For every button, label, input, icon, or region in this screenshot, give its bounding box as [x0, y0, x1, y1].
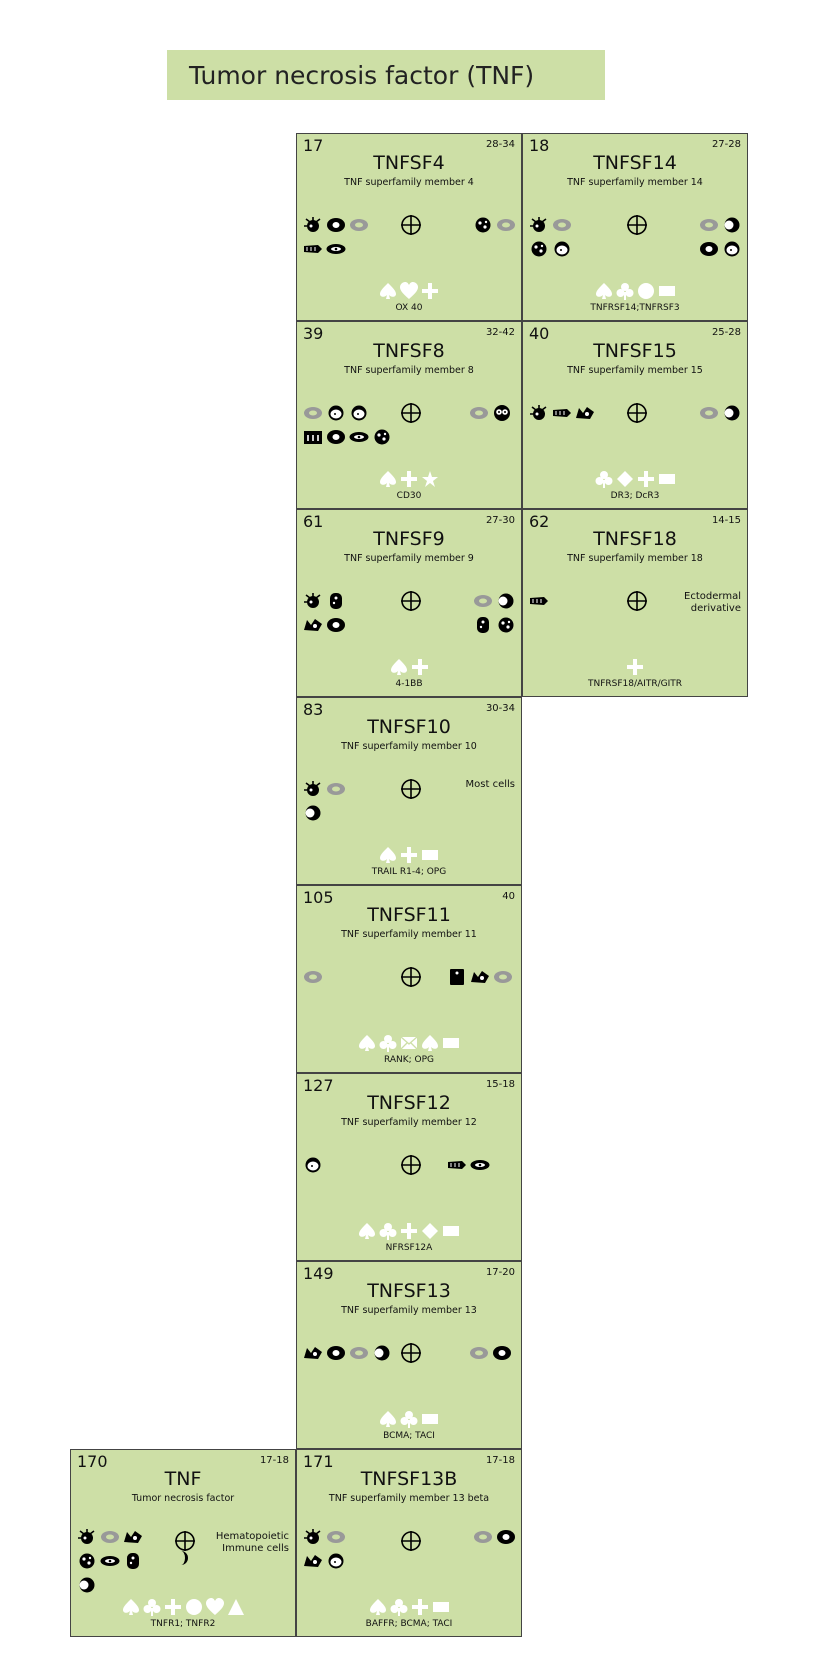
cell-type-icons	[303, 1529, 346, 1545]
gene-tile	[296, 1261, 522, 1449]
gray-cell-icon	[326, 781, 346, 797]
speckle-cell-icon	[372, 429, 392, 445]
rect-icon	[421, 846, 439, 864]
cell-type-icons	[303, 805, 323, 821]
gene-symbol: TNFSF18	[593, 528, 677, 550]
tile-size-range: 30-34	[485, 703, 515, 714]
cell-type-icons	[699, 241, 742, 257]
halfdark-cell-icon	[496, 593, 516, 609]
cell-type-icons	[303, 241, 346, 257]
gene-symbol: TNFSF9	[373, 528, 445, 550]
cell-type-icons	[529, 217, 572, 233]
blob-cell-icon	[326, 405, 346, 421]
gene-tile	[522, 509, 748, 697]
gene-symbol: TNFSF12	[367, 1092, 451, 1114]
expression-note: Most cells	[465, 779, 515, 790]
cell-type-icons	[303, 429, 392, 445]
crosshair-icon	[400, 1342, 422, 1364]
gene-symbol: TNFSF4	[373, 152, 445, 174]
spade-icon	[379, 282, 397, 300]
gray-cell-icon	[699, 217, 719, 233]
dark-cell-icon	[496, 1529, 516, 1545]
wing-cell-icon	[303, 1345, 323, 1361]
gene-tile	[522, 133, 748, 321]
cell-type-icons	[303, 217, 369, 233]
gene-full-name: TNF superfamily member 13	[341, 1305, 477, 1316]
receptor-names: TNFRSF18/AITR/GITR	[587, 679, 682, 689]
crosshair-icon	[400, 1530, 422, 1552]
cell-type-icons	[303, 593, 346, 609]
cell-type-icons	[469, 405, 512, 421]
gene-full-name: TNF superfamily member 10	[341, 741, 477, 752]
tile-size-range: 17-18	[259, 1455, 289, 1466]
wing-cell-icon	[303, 617, 323, 633]
rect-icon	[421, 1410, 439, 1428]
receptor-names: NFRSF12A	[385, 1243, 433, 1253]
club-icon	[390, 1598, 408, 1616]
cell-type-icons	[171, 1550, 191, 1566]
tall-cell-icon	[473, 617, 493, 633]
gene-tile	[296, 133, 522, 321]
cell-type-icons	[447, 1157, 490, 1173]
gray-cell-icon	[496, 217, 516, 233]
receptor-names: TRAIL R1-4; OPG	[371, 867, 447, 877]
heart-icon	[206, 1598, 224, 1616]
wing-cell-icon	[303, 1553, 323, 1569]
wing-cell-icon	[575, 405, 595, 421]
receptor-names: OX 40	[395, 303, 423, 313]
cell-type-icons	[473, 1529, 516, 1545]
blob-cell-icon	[722, 241, 742, 257]
spade-icon	[369, 1598, 387, 1616]
crosshair-icon	[400, 1154, 422, 1176]
crescent-cell-icon	[171, 1550, 191, 1566]
gene-symbol: TNFSF14	[593, 152, 677, 174]
diamond-icon	[616, 470, 634, 488]
cell-type-icons	[77, 1577, 97, 1593]
gene-tile	[296, 885, 522, 1073]
gene-full-name: TNF superfamily member 4	[344, 177, 474, 188]
triangle-icon	[227, 1598, 245, 1616]
tall-cell-icon	[123, 1553, 143, 1569]
blob-cell-icon	[326, 1553, 346, 1569]
crosshair-icon	[400, 966, 422, 988]
page-title: Tumor necrosis factor (TNF)	[167, 50, 605, 100]
receptor-icons	[71, 1598, 295, 1616]
spade-icon	[390, 658, 408, 676]
tile-size-range: 17-20	[485, 1267, 515, 1278]
crosshair-icon	[400, 778, 422, 800]
cell-type-icons	[303, 617, 346, 633]
gray-cell-icon	[473, 593, 493, 609]
tile-size-range: 17-18	[485, 1455, 515, 1466]
receptor-names: RANK; OPG	[383, 1055, 435, 1065]
crosshair-icon	[174, 1530, 196, 1552]
crosshair-icon	[626, 590, 648, 612]
cell-type-icons	[303, 969, 323, 985]
cell-type-icons	[303, 1553, 346, 1569]
gene-tile	[70, 1449, 296, 1637]
gene-full-name: Tumor necrosis factor	[131, 1493, 235, 1504]
expression-note: Ectodermal derivative	[684, 591, 741, 614]
tile-size-range: 40	[502, 891, 515, 902]
cell-type-icons	[77, 1553, 143, 1569]
gray-cell-icon	[326, 1529, 346, 1545]
spiky-cell-icon	[529, 217, 549, 233]
gray-cell-icon	[469, 1345, 489, 1361]
owl-cell-icon	[492, 405, 512, 421]
spade-icon	[421, 1034, 439, 1052]
spiky-cell-icon	[303, 781, 323, 797]
cross-icon	[164, 1598, 182, 1616]
tile-size-range: 32-42	[485, 327, 515, 338]
worm-cell-icon	[529, 593, 549, 609]
gray-cell-icon	[469, 405, 489, 421]
spade-icon	[379, 846, 397, 864]
speckle-cell-icon	[496, 617, 516, 633]
cell-type-icons	[77, 1529, 143, 1545]
heart-icon	[400, 282, 418, 300]
wing-cell-icon	[123, 1529, 143, 1545]
gene-full-name: TNF superfamily member 14	[567, 177, 703, 188]
gene-tile	[296, 697, 522, 885]
cell-type-icons	[303, 1157, 323, 1173]
dark-cell-icon	[699, 241, 719, 257]
circle-icon	[185, 1598, 203, 1616]
tile-size-range: 25-28	[711, 327, 741, 338]
spade-icon	[122, 1598, 140, 1616]
receptor-icons	[297, 658, 521, 676]
rect-icon	[442, 1222, 460, 1240]
halfdark-cell-icon	[372, 1345, 392, 1361]
receptor-icons	[297, 1598, 521, 1616]
tile-number: 40	[529, 324, 550, 343]
gray-cell-icon	[349, 1345, 369, 1361]
receptor-icons	[297, 846, 521, 864]
crosshair-icon	[626, 214, 648, 236]
receptor-names: BCMA; TACI	[383, 1431, 435, 1441]
gene-full-name: TNF superfamily member 18	[567, 553, 703, 564]
cell-type-icons	[303, 1345, 392, 1361]
cross-icon	[626, 658, 644, 676]
box-cell-icon	[447, 969, 467, 985]
tile-number: 171	[303, 1452, 334, 1471]
cell-type-icons	[473, 617, 516, 633]
spade-icon	[379, 1410, 397, 1428]
cell-type-icons	[529, 593, 549, 609]
spade-icon	[379, 470, 397, 488]
circle-icon	[637, 282, 655, 300]
spiky-cell-icon	[303, 217, 323, 233]
receptor-names: DR3; DcR3	[610, 491, 660, 501]
gene-tile	[296, 1073, 522, 1261]
dark-cell-icon	[326, 617, 346, 633]
cell-type-icons	[303, 405, 369, 421]
gene-symbol: TNFSF13B	[360, 1468, 458, 1490]
cell-type-icons	[529, 241, 572, 257]
diamond-icon	[421, 1222, 439, 1240]
eye-cell-icon	[100, 1553, 120, 1569]
club-icon	[379, 1034, 397, 1052]
club-icon	[379, 1222, 397, 1240]
gene-full-name: TNF superfamily member 11	[341, 929, 477, 940]
tile-number: 17	[303, 136, 324, 155]
gray-cell-icon	[473, 1529, 493, 1545]
worm-cell-icon	[552, 405, 572, 421]
cell-type-icons	[303, 781, 346, 797]
receptor-names: TNFRSF14;TNFRSF3	[590, 303, 680, 313]
spade-icon	[358, 1034, 376, 1052]
gene-tile	[296, 1449, 522, 1637]
cell-type-icons	[699, 217, 742, 233]
rect-icon	[432, 1598, 450, 1616]
tile-size-range: 28-34	[485, 139, 515, 150]
rect-icon	[658, 470, 676, 488]
worm-cell-icon	[447, 1157, 467, 1173]
crosshair-icon	[400, 590, 422, 612]
gene-full-name: TNF superfamily member 9	[344, 553, 474, 564]
cross-icon	[411, 658, 429, 676]
speckle-cell-icon	[529, 241, 549, 257]
halfdark-cell-icon	[722, 217, 742, 233]
club-icon	[143, 1598, 161, 1616]
tile-number: 127	[303, 1076, 334, 1095]
spiky-cell-icon	[303, 593, 323, 609]
halfdark-cell-icon	[303, 805, 323, 821]
blob-cell-icon	[552, 241, 572, 257]
tile-size-range: 27-30	[485, 515, 515, 526]
tile-number: 149	[303, 1264, 334, 1283]
receptor-icons	[297, 1410, 521, 1428]
speckle-cell-icon	[77, 1553, 97, 1569]
expression-note: Hematopoietic Immune cells	[215, 1531, 289, 1554]
dark-cell-icon	[326, 217, 346, 233]
gene-tile	[296, 509, 522, 697]
dark-cell-icon	[492, 1345, 512, 1361]
spade-icon	[358, 1222, 376, 1240]
tile-size-range: 14-15	[711, 515, 741, 526]
cell-type-icons	[469, 1345, 512, 1361]
receptor-names: TNFR1; TNFR2	[150, 1619, 216, 1629]
gray-cell-icon	[552, 217, 572, 233]
gray-cell-icon	[303, 969, 323, 985]
gene-tile	[296, 321, 522, 509]
gene-symbol: TNFSF11	[367, 904, 451, 926]
tile-size-range: 15-18	[485, 1079, 515, 1090]
wing-cell-icon	[470, 969, 490, 985]
rect-icon	[658, 282, 676, 300]
gene-symbol: TNFSF8	[373, 340, 445, 362]
envelope-icon	[400, 1034, 418, 1052]
tall-cell-icon	[326, 593, 346, 609]
receptor-icons	[297, 470, 521, 488]
gene-symbol: TNFSF15	[593, 340, 677, 362]
spiky-cell-icon	[529, 405, 549, 421]
halfdark-cell-icon	[722, 405, 742, 421]
gene-full-name: TNF superfamily member 8	[344, 365, 474, 376]
tile-number: 18	[529, 136, 550, 155]
dark-cell-icon	[326, 1345, 346, 1361]
cell-type-icons	[699, 405, 742, 421]
spiky-cell-icon	[303, 1529, 323, 1545]
cross-icon	[400, 470, 418, 488]
worm-cell-icon	[303, 241, 323, 257]
eye-cell-icon	[326, 241, 346, 257]
receptor-icons	[523, 658, 747, 676]
gray-cell-icon	[493, 969, 513, 985]
gray-cell-icon	[303, 405, 323, 421]
cross-icon	[400, 1222, 418, 1240]
receptor-icons	[523, 282, 747, 300]
blob-cell-icon	[303, 1157, 323, 1173]
crosshair-icon	[400, 214, 422, 236]
block-cell-icon	[303, 429, 323, 445]
gene-full-name: TNF superfamily member 15	[567, 365, 703, 376]
club-icon	[616, 282, 634, 300]
tile-number: 170	[77, 1452, 108, 1471]
gray-cell-icon	[699, 405, 719, 421]
gene-tile	[522, 321, 748, 509]
eye-cell-icon	[470, 1157, 490, 1173]
crosshair-icon	[626, 402, 648, 424]
cell-type-icons	[447, 969, 513, 985]
tile-number: 105	[303, 888, 334, 907]
blob-cell-icon	[349, 405, 369, 421]
club-icon	[400, 1410, 418, 1428]
tile-number: 61	[303, 512, 324, 531]
gene-symbol: TNF	[164, 1468, 202, 1490]
dark-cell-icon	[326, 429, 346, 445]
gray-cell-icon	[100, 1529, 120, 1545]
receptor-names: 4-1BB	[395, 679, 423, 689]
gene-symbol: TNFSF13	[367, 1280, 451, 1302]
halfdark-cell-icon	[77, 1577, 97, 1593]
rect-icon	[442, 1034, 460, 1052]
cross-icon	[400, 846, 418, 864]
gene-full-name: TNF superfamily member 12	[341, 1117, 477, 1128]
cross-icon	[411, 1598, 429, 1616]
gene-full-name: TNF superfamily member 13 beta	[328, 1493, 490, 1504]
spade-icon	[595, 282, 613, 300]
tile-number: 62	[529, 512, 550, 531]
tile-size-range: 27-28	[711, 139, 741, 150]
receptor-names: CD30	[396, 491, 422, 501]
cell-type-icons	[529, 405, 595, 421]
receptor-names: BAFFR; BCMA; TACI	[365, 1619, 453, 1629]
spiky-cell-icon	[77, 1529, 97, 1545]
speckle-cell-icon	[473, 217, 493, 233]
receptor-icons	[297, 1222, 521, 1240]
club-icon	[595, 470, 613, 488]
cell-type-icons	[473, 593, 516, 609]
cross-icon	[637, 470, 655, 488]
receptor-icons	[297, 282, 521, 300]
star-icon	[421, 470, 439, 488]
cell-type-icons	[473, 217, 516, 233]
tile-number: 39	[303, 324, 324, 343]
tile-number: 83	[303, 700, 324, 719]
gray-cell-icon	[349, 217, 369, 233]
cross-icon	[421, 282, 439, 300]
receptor-icons	[523, 470, 747, 488]
eye-cell-icon	[349, 429, 369, 445]
crosshair-icon	[400, 402, 422, 424]
receptor-icons	[297, 1034, 521, 1052]
gene-symbol: TNFSF10	[367, 716, 451, 738]
